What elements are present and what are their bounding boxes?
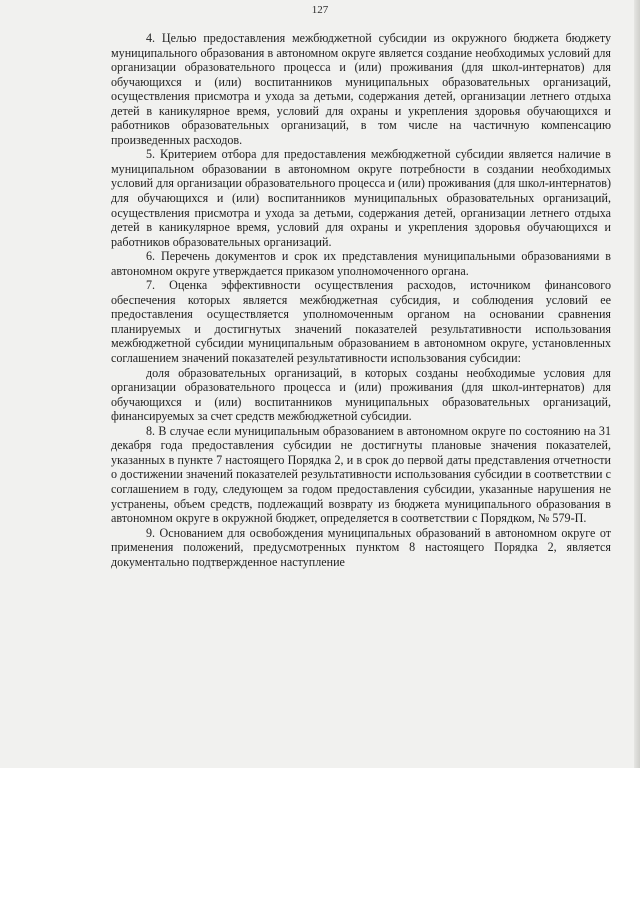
scan-edge-shadow bbox=[634, 0, 640, 768]
paragraph-8: 8. В случае если муниципальным образованием в автономном округе по состоянию на 31 декабря года предоставления субсидии не достигнуты плановые значения показателей, указанных в пункте 7 настоящего Порядка 2, и в срок до первой даты представления отчетности о достижении значений показателей результативности использования субсидии в соответствии с соглашением в году, следующем за годом предоставления субсидии, указанные нарушения не устранены, объем средств, подлежащий возврату из бюджета муниципального образования в автономном округе в окружной бюджет, определяется в соответствии с Порядком, № 579-П. bbox=[111, 423, 611, 526]
paragraph-7-indicator: доля образовательных организаций, в которых созданы необходимые условия для организации образовательного процесса и (или) проживания (для школ-интернатов) для обучающихся и (или) воспитанников муниципальных образовательных организаций, финансируемых за счет средств межбюджетной субсидии. bbox=[111, 365, 611, 424]
paragraph-5: 5. Критерием отбора для предоставления межбюджетной субсидии является наличие в муниципальном образовании в автономном округе потребности в создании необходимых условий для организации образовательного процесса и (или) проживания (для школ-интернатов) для обучающихся и (или) воспитанников муниципальных образовательных организаций, осуществления присмотра и ухода за детьми, содержания детей, организации летнего отдыха детей в каникулярное время, условий для охраны и укрепления здоровья обучающихся и работников образовательных организаций. bbox=[111, 147, 611, 249]
paragraph-6: 6. Перечень документов и срок их представления муниципальными образованиями в автономном округе утверждается приказом уполномоченного органа. bbox=[111, 249, 611, 278]
paragraph-7: 7. Оценка эффективности осуществления расходов, источником финансового обеспечения которых является межбюджетная субсидия, и соблюдения условий ее предоставления осуществляется уполномоченным органом на основании сравнения планируемых и достигнутых значений показателей результативности использования межбюджетной субсидии муниципальным образованием в автономном округе, установленных соглашением значений показателей результативности использования субсидии: bbox=[111, 278, 611, 366]
paragraph-9: 9. Основанием для освобождения муниципальных образований в автономном округе от применения положений, предусмотренных пунктом 8 настоящего Порядка 2, является документально подтвержденное наступление bbox=[111, 525, 611, 569]
page-number: 127 bbox=[311, 4, 329, 16]
document-body bbox=[111, 31, 611, 569]
paragraph-4: 4. Целью предоставления межбюджетной субсидии из окружного бюджета бюджету муниципального образования в автономном округе является создание необходимых условий для организации образовательного процесса и (или) проживания (для школ-интернатов) для обучающихся и (или) воспитанников муниципальных образовательных организаций, осуществления присмотра и ухода за детьми, содержания детей, организации летнего отдыха детей в каникулярное время, условий для охраны и укрепления здоровья обучающихся и работников образовательных организаций, в том числе на частичную компенсацию произведенных расходов. bbox=[111, 31, 611, 147]
blank-margin bbox=[0, 768, 640, 905]
